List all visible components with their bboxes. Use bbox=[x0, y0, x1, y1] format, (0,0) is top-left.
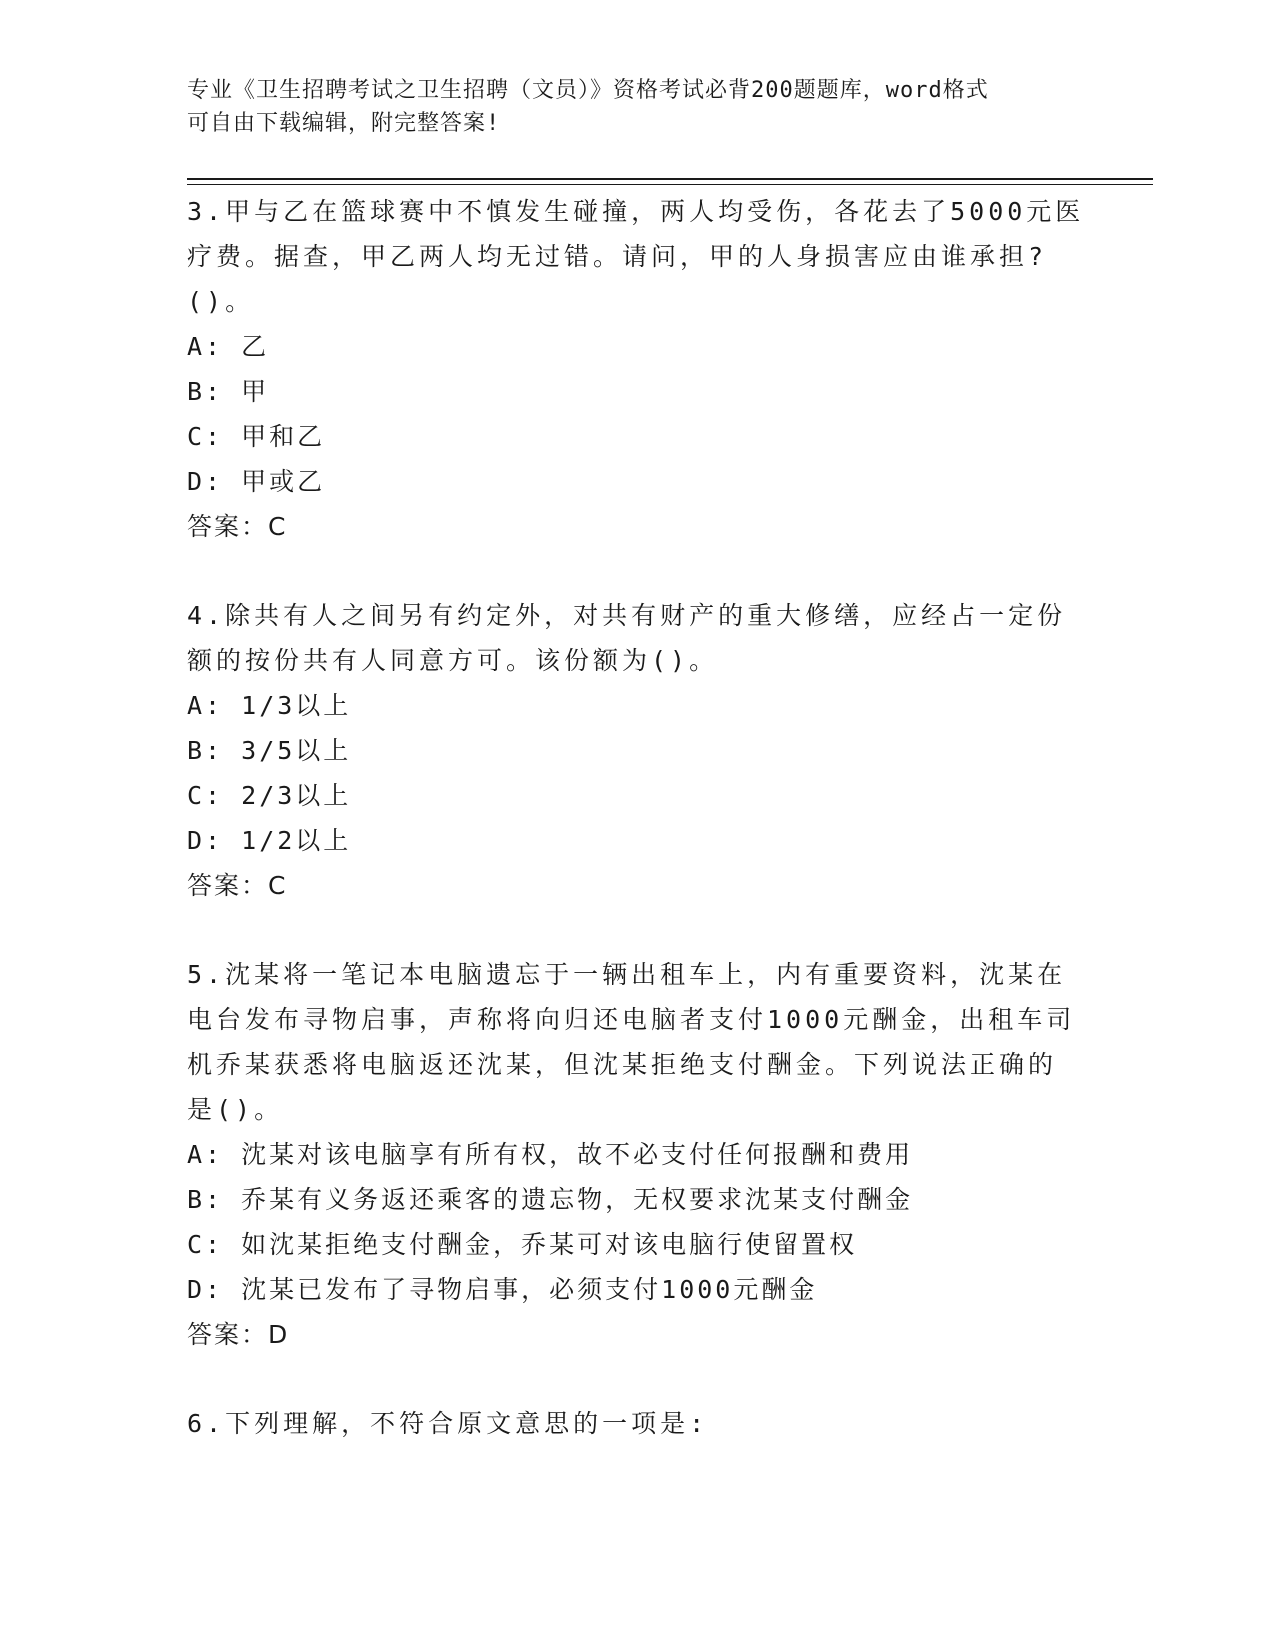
question-6-line-1: 6.下列理解，不符合原文意思的一项是: bbox=[187, 1409, 709, 1438]
question-3 bbox=[187, 189, 1087, 549]
question-3-option-b: B: 甲 bbox=[187, 377, 270, 406]
question-5-line-4: 是()。 bbox=[187, 1095, 284, 1124]
question-6 bbox=[187, 1401, 1087, 1446]
question-5-option-b: B: 乔某有义务返还乘客的遗忘物，无权要求沈某支付酬金 bbox=[187, 1185, 914, 1214]
question-3-option-a: A: 乙 bbox=[187, 332, 270, 361]
question-5 bbox=[187, 952, 1087, 1357]
question-4-line-2: 额的按份共有人同意方可。该份额为()。 bbox=[187, 646, 719, 675]
question-4-option-b: B: 3/5以上 bbox=[187, 736, 352, 765]
header-line-1: 专业《卫生招聘考试之卫生招聘（文员）》资格考试必背200题题库，word格式 bbox=[187, 78, 989, 103]
header-divider-thick bbox=[187, 178, 1153, 180]
question-5-line-3: 机乔某获悉将电脑返还沈某，但沈某拒绝支付酬金。下列说法正确的 bbox=[187, 1050, 1058, 1079]
question-5-line-2: 电台发布寻物启事，声称将向归还电脑者支付1000元酬金，出租车司 bbox=[187, 1005, 1076, 1034]
question-3-line-3: ()。 bbox=[187, 287, 255, 316]
question-3-line-1: 3.甲与乙在篮球赛中不慎发生碰撞，两人均受伤，各花去了5000元医 bbox=[187, 197, 1085, 226]
question-3-option-c: C: 甲和乙 bbox=[187, 422, 326, 451]
question-5-option-d: D: 沈某已发布了寻物启事，必须支付1000元酬金 bbox=[187, 1275, 818, 1304]
question-3-answer: 答案：C bbox=[187, 512, 288, 541]
document-header bbox=[187, 74, 1087, 140]
question-5-answer: 答案：D bbox=[187, 1320, 290, 1349]
question-4-option-a: A: 1/3以上 bbox=[187, 691, 352, 720]
question-5-option-a: A: 沈某对该电脑享有所有权，故不必支付任何报酬和费用 bbox=[187, 1140, 914, 1169]
question-4-answer: 答案：C bbox=[187, 871, 288, 900]
header-divider-thin bbox=[187, 184, 1153, 185]
question-4 bbox=[187, 593, 1087, 908]
question-4-option-c: C: 2/3以上 bbox=[187, 781, 352, 810]
header-line-2: 可自由下载编辑，附完整答案! bbox=[187, 111, 501, 136]
question-5-option-c: C: 如沈某拒绝支付酬金，乔某可对该电脑行使留置权 bbox=[187, 1230, 858, 1259]
question-4-option-d: D: 1/2以上 bbox=[187, 826, 352, 855]
question-3-option-d: D: 甲或乙 bbox=[187, 467, 326, 496]
question-4-line-1: 4.除共有人之间另有约定外，对共有财产的重大修缮，应经占一定份 bbox=[187, 601, 1067, 630]
question-5-line-1: 5.沈某将一笔记本电脑遗忘于一辆出租车上，内有重要资料，沈某在 bbox=[187, 960, 1067, 989]
question-list bbox=[187, 189, 1087, 1490]
question-3-line-2: 疗费。据查，甲乙两人均无过错。请问，甲的人身损害应由谁承担? bbox=[187, 242, 1048, 271]
